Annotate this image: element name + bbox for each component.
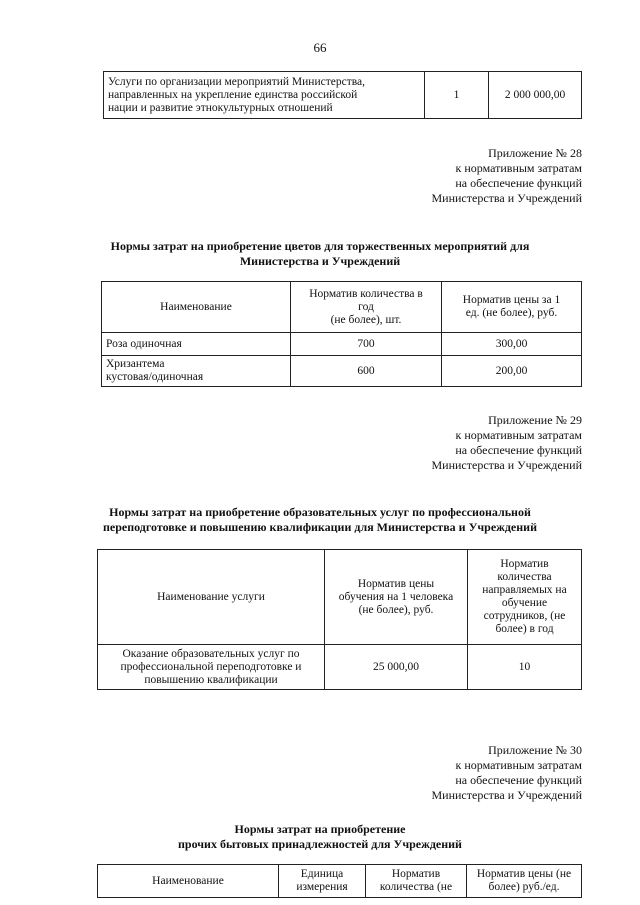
appendix-line: на обеспечение функций: [455, 773, 582, 787]
table-row: [98, 645, 582, 690]
header-line: Единица: [300, 868, 344, 880]
header-line: более) в год: [495, 623, 554, 635]
header-quantity: [291, 282, 442, 333]
row-name-line: Хризантема: [106, 358, 165, 370]
appendix-line: на обеспечение функций: [455, 176, 582, 190]
row-quantity: 10: [468, 645, 582, 690]
header-name: Наименование услуги: [98, 550, 325, 645]
title-line: Нормы затрат на приобретение цветов для торжественных мероприятий для: [110, 239, 530, 253]
header-line: (не более), шт.: [330, 313, 402, 326]
section-30-title: [0, 822, 640, 852]
table-row: [102, 356, 582, 387]
page-number: 66: [313, 40, 327, 55]
header-quantity: [366, 865, 467, 898]
title-line: Министерства и Учреждений: [239, 254, 401, 268]
header-unit: [279, 865, 366, 898]
header-price: [442, 282, 582, 333]
appendix-line: к нормативным затратам: [455, 428, 582, 442]
header-line: (не более), руб.: [358, 603, 434, 616]
appendix-line: Министерства и Учреждений: [431, 191, 582, 205]
header-line: Норматив цены (не: [476, 868, 572, 880]
row-name-line: Оказание образовательных услуг по: [122, 647, 300, 660]
row-price: 25 000,00: [325, 645, 468, 690]
table-header-row: [102, 282, 582, 333]
header-line: направляемых на: [482, 584, 567, 596]
appendix-line: Министерства и Учреждений: [431, 788, 582, 802]
row-quantity: 600: [291, 356, 442, 387]
row-name-line: профессиональной переподготовке и: [120, 660, 302, 673]
household-table: [97, 864, 582, 898]
header-line: обучение: [501, 597, 548, 609]
appendix-line: к нормативным затратам: [455, 758, 582, 772]
header-line: ед. (не более), руб.: [465, 307, 558, 319]
row-quantity: 700: [291, 333, 442, 356]
service-name-line: Услуги по организации мероприятий Министерства,: [108, 75, 365, 88]
table-row: [104, 72, 582, 119]
appendix-line: Приложение № 29: [488, 413, 582, 427]
row-price: 300,00: [442, 333, 582, 356]
row-price: 200,00: [442, 356, 582, 387]
header-line: Норматив количества в: [309, 287, 423, 300]
appendix-line: Приложение № 28: [488, 146, 582, 160]
price-cell: 2 000 000,00: [489, 72, 582, 119]
header-line: год: [358, 300, 374, 313]
header-price: [467, 865, 582, 898]
header-line: Норматив: [391, 868, 441, 880]
table-header-row: [98, 865, 582, 898]
education-table: [97, 549, 582, 690]
table-row: [102, 333, 582, 356]
appendix-line: к нормативным затратам: [455, 161, 582, 175]
top-services-table: [103, 71, 582, 119]
title-line: прочих бытовых принадлежностей для Учреждений: [178, 837, 462, 851]
row-name-line: кустовая/одиночная: [106, 371, 204, 383]
service-name-cell: [104, 72, 425, 119]
header-line: сотрудников, (не: [483, 610, 566, 622]
flowers-table: [101, 281, 582, 387]
header-line: Норматив: [500, 558, 549, 570]
row-name: [98, 645, 325, 690]
header-line: количества: [497, 571, 552, 583]
header-line: Норматив цены: [357, 577, 435, 590]
header-line: измерения: [296, 881, 348, 893]
appendix-28: [431, 146, 582, 206]
title-line: переподготовке и повышению квалификации для Министерства и Учреждений: [102, 520, 537, 534]
header-line: количества (не: [379, 881, 453, 893]
appendix-line: на обеспечение функций: [455, 443, 582, 457]
quantity-cell: 1: [425, 72, 489, 119]
service-name-line: нации и развитие этнокультурных отношений: [108, 101, 333, 114]
title-line: Нормы затрат на приобретение образовательных услуг по профессиональной: [109, 505, 531, 519]
service-name-line: направленных на укрепление единства российской: [108, 88, 358, 101]
header-quantity: [468, 550, 582, 645]
row-name: Роза одиночная: [102, 333, 291, 356]
row-name: [102, 356, 291, 387]
header-line: обучения на 1 человека: [338, 590, 454, 603]
appendix-30: [431, 743, 582, 803]
row-name-line: повышению квалификации: [144, 673, 278, 686]
appendix-29: [431, 413, 582, 473]
table-header-row: [98, 550, 582, 645]
appendix-line: Министерства и Учреждений: [431, 458, 582, 472]
header-price: [325, 550, 468, 645]
header-line: Норматив цены за 1: [462, 294, 561, 306]
appendix-line: Приложение № 30: [488, 743, 582, 757]
header-line: более) руб./ед.: [488, 881, 560, 893]
header-name: Наименование: [102, 282, 291, 333]
header-name: Наименование: [98, 865, 279, 898]
title-line: Нормы затрат на приобретение: [234, 822, 406, 836]
section-28-title: [0, 239, 640, 269]
section-29-title: [0, 505, 640, 535]
